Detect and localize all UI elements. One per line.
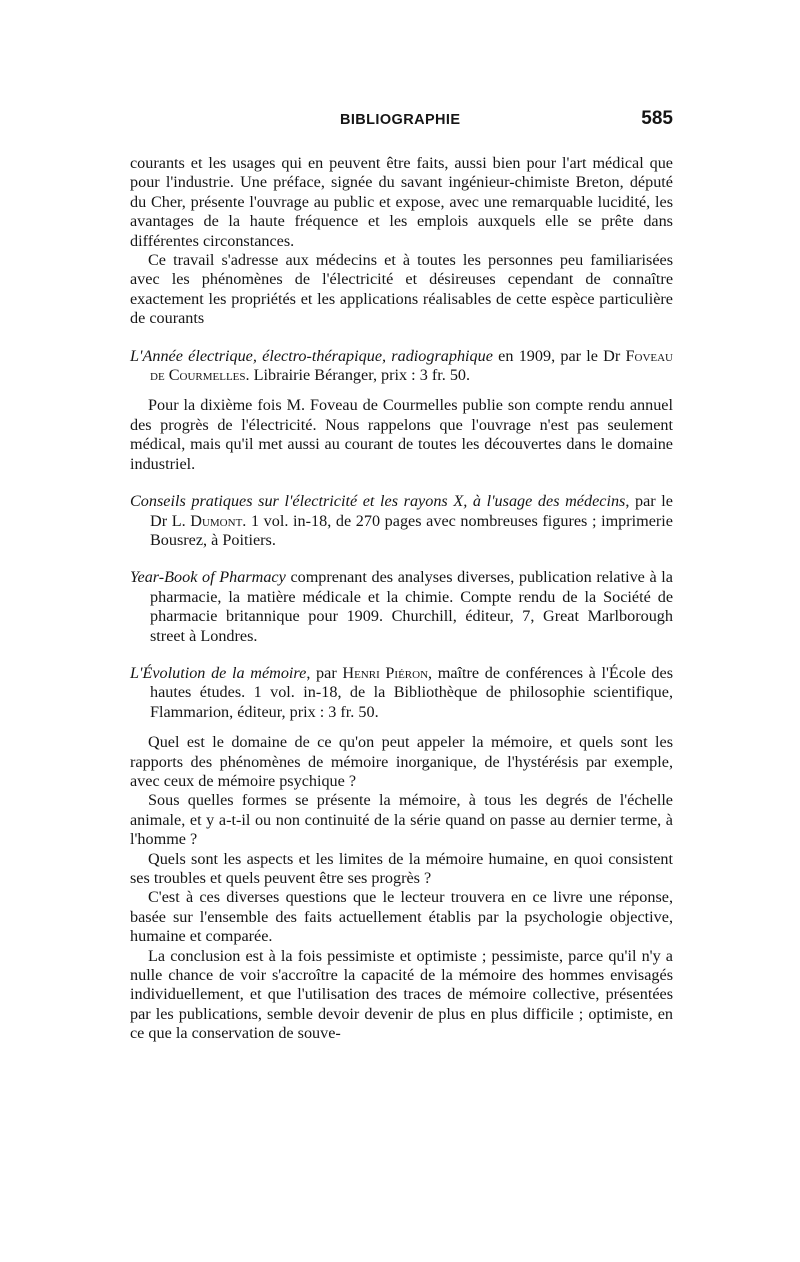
running-header bbox=[130, 108, 673, 140]
entry-title: Conseils pratiques sur l'électricité et les rayons X, à l'usage des médecins bbox=[130, 492, 626, 511]
document-page bbox=[130, 108, 674, 1044]
intro-paragraph-1: courants et les usages qui en peuvent être faits, aussi bien pour l'art médical que pour l'industrie. Une préface, signée du savant ingénieur-chimiste Breton, député du Cher, présente l'ouvrage au public et expose, avec une remarquable lucidité, les avantages de la haute fréquence et les emplois auxquels elle se prête dans différentes circonstances. bbox=[130, 154, 673, 250]
entry-details: . 1 vol. in-18, de 270 pages avec nombreuses figures ; imprimerie Bousrez, à Poitiers. bbox=[150, 511, 673, 549]
entry-author: Henri Piéron bbox=[342, 663, 429, 682]
entry-body-paragraph: Quel est le domaine de ce qu'on peut appeler la mémoire, et quels sont les rapports des phénomènes de mémoire inorganique, de l'hystérésis par exemple, avec ceux de mémoire psychique ? bbox=[130, 733, 673, 790]
bibliography-entry bbox=[130, 347, 673, 386]
entry-body-paragraph: C'est à ces diverses questions que le lecteur trouvera en ce livre une réponse, basée sur l'ensemble des faits actuellement établis par la psychologie objective, humaine et comparée. bbox=[130, 888, 673, 946]
entry-body-paragraph: Sous quelles formes se présente la mémoire, à tous les degrés de l'échelle animale, et y a-t-il ou non continuité de la série quand on passe au dernier terme, à l'homme ? bbox=[130, 791, 673, 849]
entry-pre-author: , par le Dr L. bbox=[150, 492, 673, 530]
page-number: 585 bbox=[641, 108, 673, 129]
bibliography-entry bbox=[130, 492, 673, 550]
entry-title: Year-Book of Pharmacy bbox=[130, 568, 286, 587]
entry-pre-author: , par bbox=[306, 663, 343, 682]
entry-pre-author: comprenant des analyses diverses, publication relative à la pharmacie, la matière médicale et la chimie. Compte rendu de la Société de pharmacie britannique pour 1909. Churchill, éditeur, 7, Great Marlborough street à Londres. bbox=[150, 568, 673, 645]
entry-title: L'Évolution de la mémoire bbox=[130, 663, 307, 682]
entry-body-paragraph: Quels sont les aspects et les limites de la mémoire humaine, en quoi consistent ses troubles et quels peuvent être ses progrès ? bbox=[130, 849, 673, 887]
bibliography-entry bbox=[130, 664, 673, 722]
entry-body-paragraph: La conclusion est à la fois pessimiste et optimiste ; pessimiste, parce qu'il n'y a nulle chance de voir s'accroître la capacité de la mémoire des hommes envisagés individuellement, et que l'utilisation des traces de mémoire collective, présentées par les publications, semble devoir devenir de plus en plus difficile ; optimiste, en ce que la conservation de souve- bbox=[130, 946, 673, 1043]
entry-body-paragraph: Pour la dixième fois M. Foveau de Courmelles publie son compte rendu annuel des progrès de l'électricité. Nous rappelons que l'ouvrage n'est pas seulement médical, mais qu'il met aussi au courant de toutes les découvertes dans le domaine industriel. bbox=[130, 396, 673, 473]
entry-details: . Librairie Béranger, prix : 3 fr. 50. bbox=[245, 366, 471, 385]
bibliography-entry bbox=[130, 568, 673, 646]
entry-title: L'Année électrique, électro-thérapique, radiographique bbox=[130, 346, 493, 365]
entry-details: , maître de conférences à l'École des hautes études. 1 vol. in-18, de la Bibliothèque de philosophie scientifique, Flammarion, éditeur, prix : 3 fr. 50. bbox=[150, 663, 674, 721]
header-title: BIBLIOGRAPHIE bbox=[340, 112, 461, 128]
entry-pre-author: en 1909, par le Dr bbox=[492, 346, 626, 365]
entry-author: Foveau de Courmelles bbox=[150, 346, 673, 385]
entry-author: Dumont bbox=[190, 511, 243, 530]
intro-paragraph-2: Ce travail s'adresse aux médecins et à toutes les personnes peu familiarisées avec les phénomènes de l'électricité et désireuses cependant de connaître exactement les propriétés et les applications réalisables de cette espèce particulière de courants bbox=[130, 251, 673, 328]
